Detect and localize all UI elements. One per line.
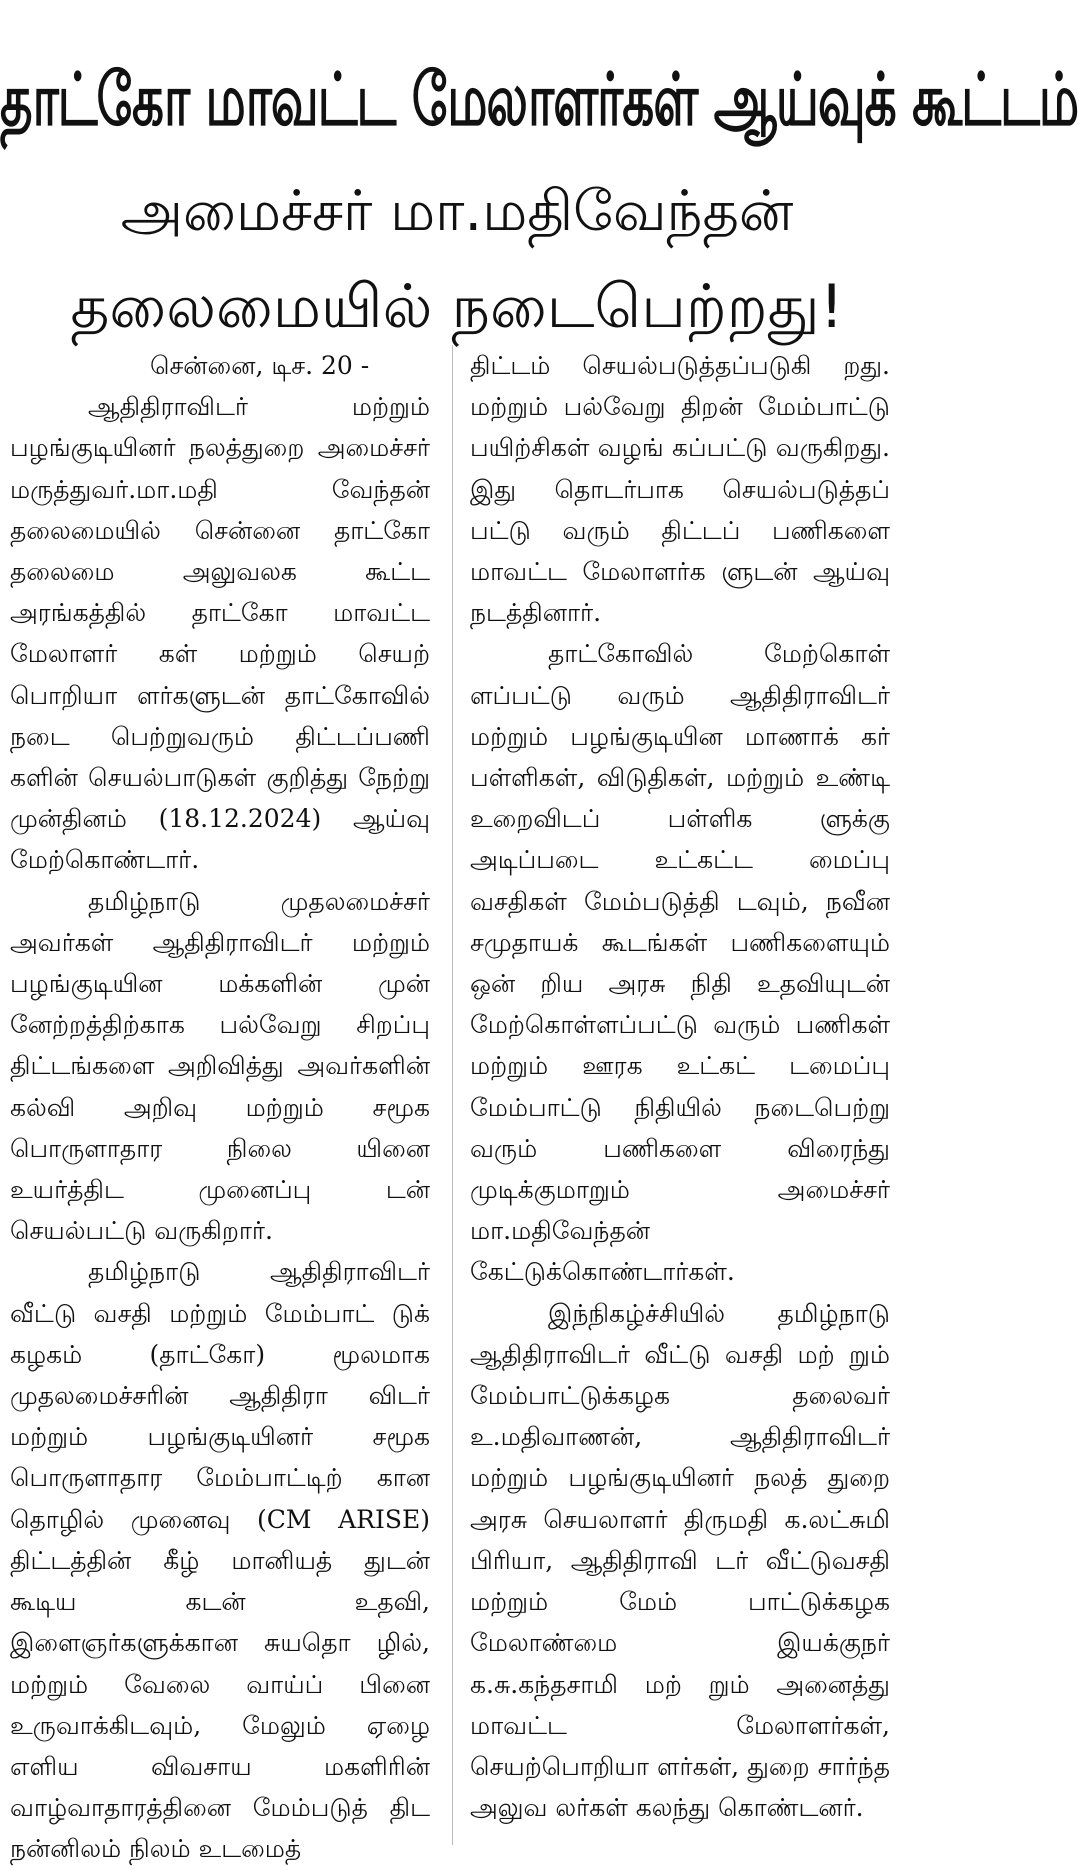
article-column-left	[10, 345, 430, 1864]
article-paragraph: ஆதிதிராவிடர் மற்றும் பழங்குடியினர் நலத்துறை அமைச்சர் மருத்துவர்.மா.மதி வேந்தன் தலைமையில் சென்னை தாட்கோ தலைமை அலுவலக கூட்ட அரங்கத்தில் தாட்கோ மாவட்ட மேலாளர் கள் மற்றும் செயற் பொறியா ளர்களுடன் தாட்கோவில் நடை பெற்றுவரும் திட்டப்பணி களின் செயல்பாடுகள் குறித்து நேற்று முன்தினம் (18.12.2024) ஆய்வு மேற்கொண்டார்.	[10, 392, 430, 875]
article-paragraph: தமிழ்நாடு ஆதிதிராவிடர் வீட்டு வசதி மற்றும் மேம்பாட் டுக் கழகம் (தாட்கோ) மூலமாக முதலமைச்சரின் ஆதிதிரா விடர் மற்றும் பழங்குடியினர் சமூக பொருளாதார மேம்பாட்டிற் கான தொழில் முனைவு (CM ARISE) திட்டத்தின் கீழ் மானியத் துடன் கூடிய கடன் உதவி, இளைஞர்களுக்கான சுயதொ ழில், மற்றும் வேலை வாய்ப் பினை உருவாக்கிடவும், மேலும் ஏழை எளிய விவசாய மகளிரின் வாழ்வாதாரத்தினை மேம்படுத் திட நன்னிலம் நிலம் உடமைத்	[10, 1257, 430, 1864]
dateline: சென்னை, டிச. 20 -	[150, 351, 370, 380]
article-paragraph: தமிழ்நாடு முதலமைச்சர் அவர்கள் ஆதிதிராவிடர் மற்றும் பழங்குடியின மக்களின் முன் னேற்றத்திற்காக பல்வேறு சிறப்பு திட்டங்களை அறிவித்து அவர்களின் கல்வி அறிவு மற்றும் சமூக பொருளாதார நிலை யினை உயர்த்திட முனைப்பு டன் செயல்பட்டு வருகிறார்.	[10, 886, 430, 1246]
article-paragraph: திட்டம் செயல்படுத்தப்படுகி றது. மற்றும் பல்வேறு திறன் மேம்பாட்டு பயிற்சிகள் வழங் கப்பட்டு வருகிறது. இது தொடர்பாக செயல்படுத்தப் பட்டு வரும் திட்டப் பணிகளை மாவட்ட மேலாளர்க ளுடன் ஆய்வு நடத்தினார்.	[470, 351, 890, 628]
article-column-right	[470, 345, 890, 1850]
article-paragraph: தாட்கோவில் மேற்கொள் ளப்பட்டு வரும் ஆதிதிராவிடர் மற்றும் பழங்குடியின மாணாக் கர் பள்ளிகள், விடுதிகள், மற்றும் உண்டி உறைவிடப் பள்ளிக ளுக்கு அடிப்படை உட்கட்ட மைப்பு வசதிகள் மேம்படுத்தி டவும், நவீன சமுதாயக் கூடங்கள் பணிகளையும் ஒன் றிய அரசு நிதி உதவியுடன் மேற்கொள்ளப்பட்டு வரும் பணிகள் மற்றும் ஊரக உட்கட் டமைப்பு மேம்பாட்டு நிதியில் நடைபெற்று வரும் பணிகளை விரைந்து முடிக்குமாறும் அமைச்சர் மா.மதிவேந்தன் கேட்டுக்கொண்டார்கள்.	[470, 639, 890, 1287]
headline-line-2: அமைச்சர் மா.மதிவேந்தன்	[120, 179, 794, 244]
headline-line-1: தாட்கோ மாவட்ட மேலாளர்கள் ஆய்வுக் கூட்டம்	[0, 57, 1078, 143]
headline-line-3: தலைமையில் நடைபெற்றது!	[70, 272, 844, 342]
article-paragraph: இந்நிகழ்ச்சியில் தமிழ்நாடு ஆதிதிராவிடர் வீட்டு வசதி மற் றும் மேம்பாட்டுக்கழக தலைவர் உ.மதிவாணன், ஆதிதிராவிடர் மற்றும் பழங்குடியினர் நலத் துறை அரசு செயலாளர் திருமதி க.லட்சுமி பிரியா, ஆதிதிராவி டர் வீட்டுவசதி மற்றும் மேம் பாட்டுக்கழக மேலாண்மை இயக்குநர் க.சு.கந்தசாமி மற் றும் அனைத்து மாவட்ட மேலாளர்கள், செயற்பொறியா ளர்கள், துறை சார்ந்த அலுவ லர்கள் கலந்து கொண்டனர்.	[470, 1298, 890, 1823]
column-divider	[452, 345, 453, 1845]
